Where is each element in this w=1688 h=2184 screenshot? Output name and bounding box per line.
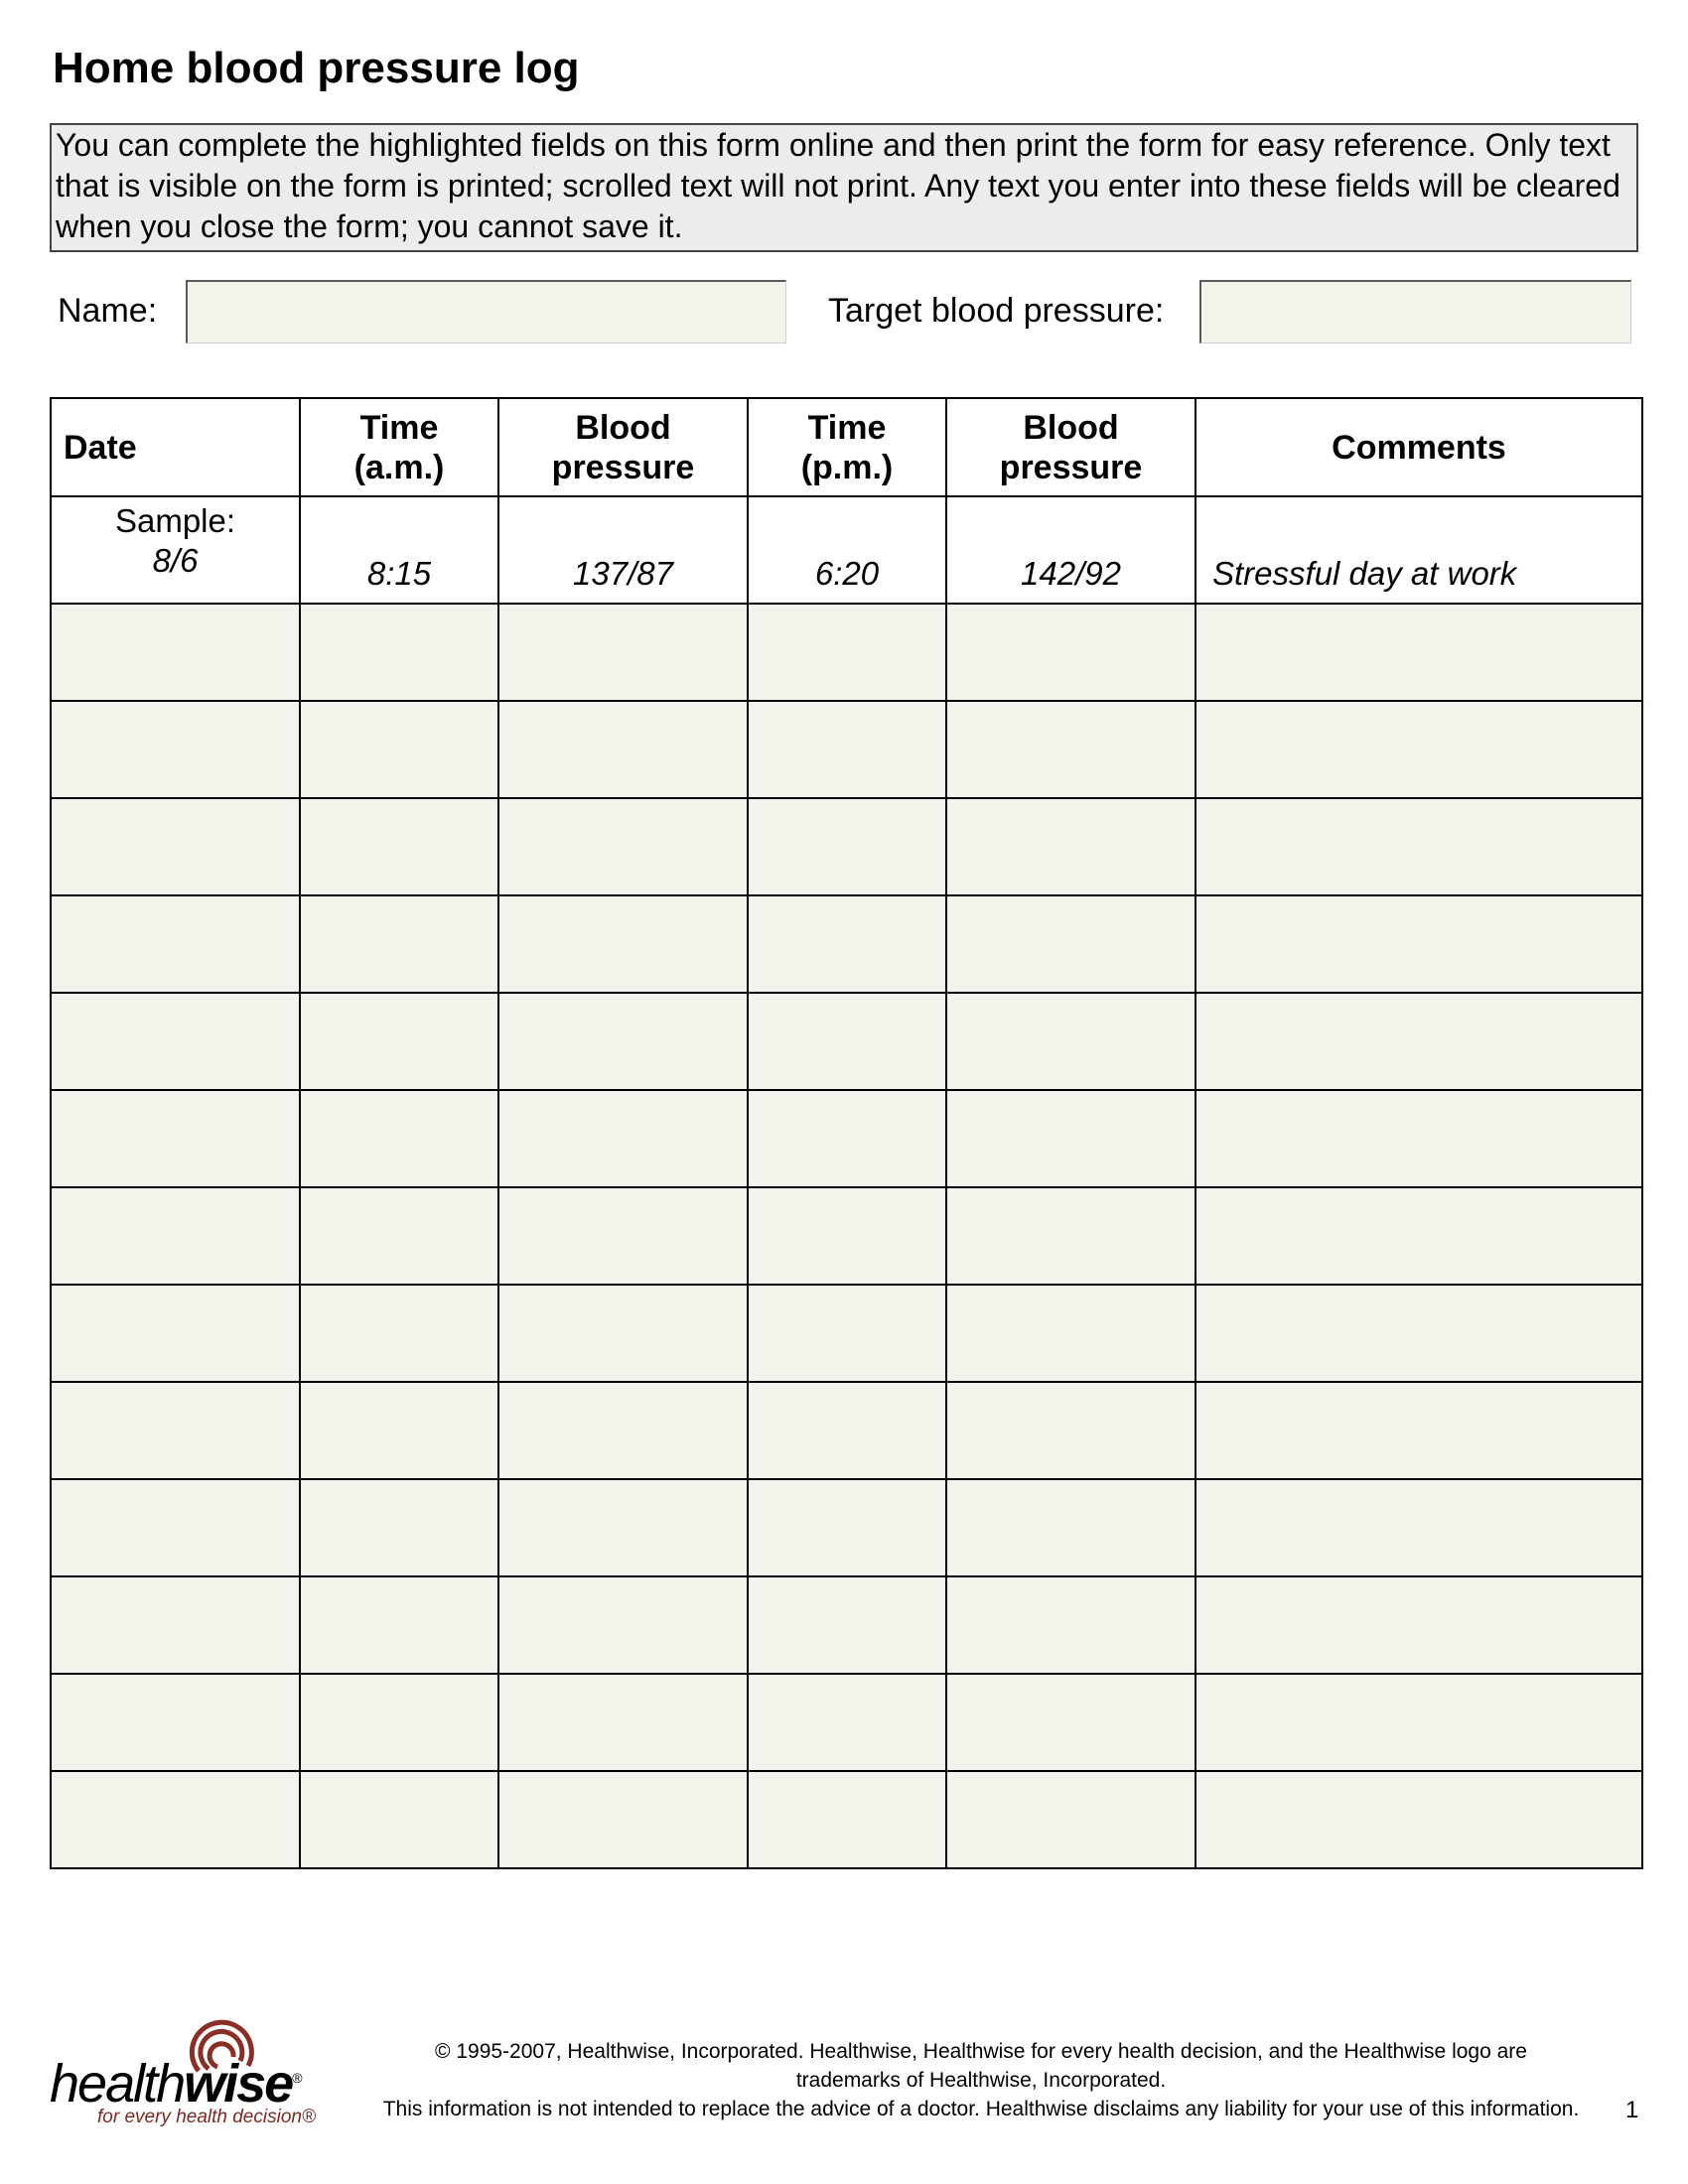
entry-cell-bp-am[interactable] xyxy=(498,1771,748,1868)
entry-cell-time-am[interactable] xyxy=(300,798,498,895)
entry-cell-bp-pm[interactable] xyxy=(946,895,1196,993)
entry-cell-comments[interactable] xyxy=(1196,604,1642,701)
entry-cell-comments[interactable] xyxy=(1196,1771,1642,1868)
footer-line-2: trademarks of Healthwise, Incorporated. xyxy=(795,2069,1167,2092)
page-number: 1 xyxy=(1625,2097,1639,2123)
entry-cell-bp-pm[interactable] xyxy=(946,1576,1196,1674)
sample-time-pm: 6:20 xyxy=(748,496,946,604)
entry-cell-comments[interactable] xyxy=(1196,798,1642,895)
entry-cell-time-am[interactable] xyxy=(300,1187,498,1285)
entry-cell-comments[interactable] xyxy=(1196,1382,1642,1479)
table-row xyxy=(51,798,1642,895)
entry-cell-date[interactable] xyxy=(51,1479,300,1576)
table-row xyxy=(51,993,1642,1090)
entry-cell-bp-am[interactable] xyxy=(498,1576,748,1674)
blood-pressure-log-table xyxy=(50,397,1643,1869)
sample-date: 8/6 xyxy=(152,542,199,579)
target-bp-field[interactable] xyxy=(1199,280,1631,343)
header-bp-pm-line1: Blood xyxy=(1023,408,1119,447)
instructions-box: You can complete the highlighted fields on this form online and then print the form for easy reference. Only text that is visible on the form is printed; scrolled text will not print. Any text you enter into these fields will be cleared when you close the form; you cannot save it. xyxy=(50,123,1638,252)
entry-cell-time-pm[interactable] xyxy=(748,701,946,798)
entry-cell-bp-pm[interactable] xyxy=(946,1479,1196,1576)
header-bp-am-line1: Blood xyxy=(575,408,671,447)
table-row xyxy=(51,604,1642,701)
sample-time-am: 8:15 xyxy=(300,496,498,604)
header-bp-pm xyxy=(946,398,1196,496)
sample-label: Sample: xyxy=(114,502,236,539)
target-bp-label: Target blood pressure: xyxy=(828,292,1165,330)
header-time-pm-line2: (p.m.) xyxy=(800,448,894,486)
logo-word-light: health xyxy=(50,2054,185,2114)
entry-cell-time-am[interactable] xyxy=(300,993,498,1090)
entry-cell-time-am[interactable] xyxy=(300,1674,498,1771)
logo-registered: ® xyxy=(292,2070,301,2086)
entry-cell-time-am[interactable] xyxy=(300,1090,498,1187)
sample-date-cell xyxy=(51,496,300,604)
entry-cell-time-pm[interactable] xyxy=(748,1674,946,1771)
entry-cell-bp-am[interactable] xyxy=(498,1479,748,1576)
entry-cell-time-pm[interactable] xyxy=(748,1382,946,1479)
sample-row xyxy=(51,496,1642,604)
entry-cell-date[interactable] xyxy=(51,895,300,993)
table-row xyxy=(51,1187,1642,1285)
name-field[interactable] xyxy=(186,280,786,343)
entry-cell-date[interactable] xyxy=(51,1674,300,1771)
entry-cell-date[interactable] xyxy=(51,701,300,798)
healthwise-logo xyxy=(50,2011,348,2130)
entry-cell-time-am[interactable] xyxy=(300,1382,498,1479)
entry-cell-date[interactable] xyxy=(51,993,300,1090)
entry-cell-bp-pm[interactable] xyxy=(946,1187,1196,1285)
entry-cell-bp-am[interactable] xyxy=(498,701,748,798)
entry-cell-bp-pm[interactable] xyxy=(946,1090,1196,1187)
entry-cell-date[interactable] xyxy=(51,604,300,701)
sample-bp-am: 137/87 xyxy=(498,496,748,604)
header-bp-pm-line2: pressure xyxy=(999,448,1143,486)
entry-cell-bp-am[interactable] xyxy=(498,895,748,993)
entry-cell-bp-pm[interactable] xyxy=(946,798,1196,895)
entry-cell-bp-am[interactable] xyxy=(498,1674,748,1771)
table-row xyxy=(51,1382,1642,1479)
logo-tagline: for every health decision® xyxy=(97,2107,316,2127)
name-label: Name: xyxy=(58,292,158,330)
header-time-pm xyxy=(748,398,946,496)
entry-cell-date[interactable] xyxy=(51,1285,300,1382)
entry-cell-bp-pm[interactable] xyxy=(946,1771,1196,1868)
footer-legal xyxy=(336,2037,1626,2123)
entry-cell-time-am[interactable] xyxy=(300,1479,498,1576)
entry-cell-comments[interactable] xyxy=(1196,993,1642,1090)
entry-cell-time-pm[interactable] xyxy=(748,895,946,993)
entry-cell-time-am[interactable] xyxy=(300,604,498,701)
table-row xyxy=(51,1576,1642,1674)
table-header-row xyxy=(51,398,1642,496)
entry-cell-time-am[interactable] xyxy=(300,895,498,993)
entry-cell-date[interactable] xyxy=(51,1187,300,1285)
entry-cell-bp-pm[interactable] xyxy=(946,993,1196,1090)
table-row xyxy=(51,701,1642,798)
entry-cell-bp-am[interactable] xyxy=(498,604,748,701)
header-time-pm-line1: Time xyxy=(807,408,887,447)
page-title: Home blood pressure log xyxy=(53,44,580,92)
header-bp-am xyxy=(498,398,748,496)
footer-line-3: This information is not intended to replace the advice of a doctor. Healthwise disclaims any liability for your use of this information. xyxy=(382,2098,1580,2120)
sample-bp-pm: 142/92 xyxy=(946,496,1196,604)
table-row xyxy=(51,895,1642,993)
entry-cell-bp-pm[interactable] xyxy=(946,1674,1196,1771)
entry-cell-time-pm[interactable] xyxy=(748,1090,946,1187)
entry-cell-comments[interactable] xyxy=(1196,1090,1642,1187)
entry-cell-bp-am[interactable] xyxy=(498,1285,748,1382)
entry-cell-bp-am[interactable] xyxy=(498,798,748,895)
entry-cell-bp-pm[interactable] xyxy=(946,1285,1196,1382)
entry-cell-comments[interactable] xyxy=(1196,1674,1642,1771)
entry-cell-time-pm[interactable] xyxy=(748,798,946,895)
entry-cell-bp-pm[interactable] xyxy=(946,604,1196,701)
entry-cell-time-pm[interactable] xyxy=(748,1771,946,1868)
entry-cell-time-pm[interactable] xyxy=(748,1576,946,1674)
entry-cell-bp-am[interactable] xyxy=(498,993,748,1090)
entry-cell-bp-am[interactable] xyxy=(498,1090,748,1187)
entry-cell-time-pm[interactable] xyxy=(748,604,946,701)
entry-cell-date[interactable] xyxy=(51,1382,300,1479)
header-comments: Comments xyxy=(1196,398,1642,496)
logo-wordmark xyxy=(50,2053,301,2115)
header-time-am xyxy=(300,398,498,496)
entry-cell-bp-pm[interactable] xyxy=(946,1382,1196,1479)
entry-cell-bp-am[interactable] xyxy=(498,1382,748,1479)
entry-cell-comments[interactable] xyxy=(1196,1285,1642,1382)
entry-cell-time-pm[interactable] xyxy=(748,993,946,1090)
entry-cell-comments[interactable] xyxy=(1196,1576,1642,1674)
entry-cell-time-am[interactable] xyxy=(300,1285,498,1382)
entry-cell-time-am[interactable] xyxy=(300,701,498,798)
logo-word-bold: wise xyxy=(184,2054,293,2114)
entry-cell-date[interactable] xyxy=(51,1576,300,1674)
entry-cell-date[interactable] xyxy=(51,798,300,895)
entry-cell-date[interactable] xyxy=(51,1090,300,1187)
entry-cell-comments[interactable] xyxy=(1196,1187,1642,1285)
entry-cell-time-am[interactable] xyxy=(300,1771,498,1868)
table-row xyxy=(51,1479,1642,1576)
entry-cell-comments[interactable] xyxy=(1196,1479,1642,1576)
table-row xyxy=(51,1090,1642,1187)
entry-cell-time-pm[interactable] xyxy=(748,1285,946,1382)
entry-cell-bp-pm[interactable] xyxy=(946,701,1196,798)
entry-cell-comments[interactable] xyxy=(1196,895,1642,993)
sample-comment: Stressful day at work xyxy=(1196,496,1642,604)
table-row xyxy=(51,1674,1642,1771)
entry-cell-time-pm[interactable] xyxy=(748,1479,946,1576)
footer-line-1: © 1995-2007, Healthwise, Incorporated. Healthwise, Healthwise for every health decision, and the Healthwise logo are xyxy=(435,2040,1527,2063)
entry-cell-date[interactable] xyxy=(51,1771,300,1868)
entry-cell-time-am[interactable] xyxy=(300,1576,498,1674)
header-time-am-line2: (a.m.) xyxy=(353,448,445,486)
header-date: Date xyxy=(51,398,300,496)
header-bp-am-line2: pressure xyxy=(551,448,695,486)
entry-cell-comments[interactable] xyxy=(1196,701,1642,798)
header-time-am-line1: Time xyxy=(359,408,439,447)
table-row xyxy=(51,1771,1642,1868)
table-row xyxy=(51,1285,1642,1382)
entry-cell-time-pm[interactable] xyxy=(748,1187,946,1285)
entry-cell-bp-am[interactable] xyxy=(498,1187,748,1285)
